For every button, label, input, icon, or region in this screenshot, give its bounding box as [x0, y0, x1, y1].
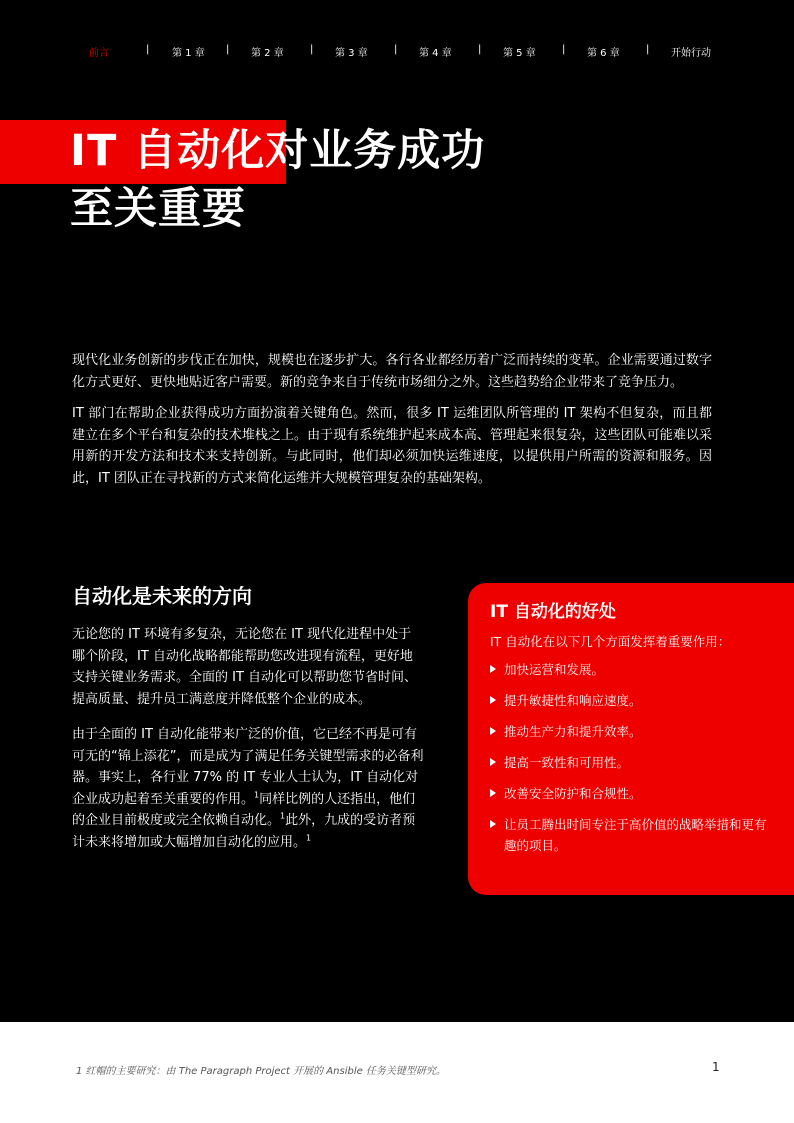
play-triangle-icon [490, 789, 496, 797]
section-paragraph-2 [72, 724, 424, 853]
play-triangle-icon [490, 727, 496, 735]
intro-text [72, 350, 712, 499]
list-item-text: 加快运营和发展。 [504, 662, 605, 677]
nav-item-chapter-2[interactable]: 第 2 章 [251, 48, 284, 59]
play-triangle-icon [490, 820, 496, 828]
nav-separator: | [226, 44, 230, 55]
section-paragraph-2-part-c: 此外，九成的受访者预计未来将增加或大幅增加自动化的应用。 [72, 813, 416, 850]
nav-separator: | [394, 44, 398, 55]
nav-separator: | [310, 44, 314, 55]
nav-item-chapter-1[interactable]: 第 1 章 [172, 48, 205, 59]
list-item [490, 752, 778, 773]
list-item [490, 814, 778, 856]
title-line-2: 至关重要 [70, 184, 246, 234]
list-item-text: 让员工腾出时间专注于高价值的战略举措和更有趣的项目。 [504, 817, 767, 853]
page-title [70, 122, 485, 238]
section-paragraph-2-part-b: 同样比例的人还指出，他们的企业目前极度或完全依赖自动化。 [72, 791, 416, 828]
list-item-text: 改善安全防护和合规性。 [504, 786, 642, 801]
card-title: IT 自动化的好处 [490, 602, 616, 622]
nav-separator: | [646, 44, 650, 55]
list-item [490, 783, 778, 804]
list-item [490, 721, 778, 742]
nav-item-chapter-3[interactable]: 第 3 章 [335, 48, 368, 59]
title-line-1 [70, 122, 485, 180]
list-item [490, 690, 778, 711]
list-item [490, 659, 778, 680]
title-highlight-text: IT 自动化 [70, 126, 266, 176]
play-triangle-icon [490, 696, 496, 704]
section-paragraph-1: 无论您的 IT 环境有多复杂，无论您在 IT 现代化进程中处于哪个阶段，IT 自动化战略都能帮助您改进现有流程，更好地支持关键业务需求。全面的 IT 自动化可以帮助您节省时间、提高质量、提升员工满意度并降低整个企业的成本。 [72, 627, 418, 707]
list-item-text: 提升敏捷性和响应速度。 [504, 693, 642, 708]
footnote: 1 红帽的主要研究：由 The Paragraph Project 开展的 Ansible 任务关键型研究。 [76, 1066, 446, 1077]
section-heading: 自动化是未来的方向 [72, 584, 252, 608]
nav-separator: | [478, 44, 482, 55]
intro-paragraph-2: IT 部门在帮助企业获得成功方面扮演着关键角色。然而，很多 IT 运维团队所管理的 IT 架构不但复杂，而且都建立在多个平台和复杂的技术堆栈之上。由于现有系统维护起来成本高、管理起来很复杂，这些团队可能难以采用新的开发方法和技术来支持创新。与此同时，他们却必须加快运维速度，以提供用户所需的资源和服务。因此，IT 团队正在寻找新的方式来简化运维并大规模管理复杂的基础架构。 [72, 406, 712, 486]
nav-item-chapter-6[interactable]: 第 6 章 [587, 48, 620, 59]
nav-item-preface[interactable]: 前言 [89, 48, 109, 59]
intro-paragraph-1: 现代化业务创新的步伐正在加快，规模也在逐步扩大。各行各业都经历着广泛而持续的变革。企业需要通过数字化方式更好、更快地贴近客户需要。新的竞争来自于传统市场细分之外。这些趋势给企业带来了竞争压力。 [72, 353, 712, 390]
chapter-nav [0, 44, 794, 62]
title-rest-text: 对业务成功 [265, 126, 486, 176]
page-number: 1 [712, 1060, 720, 1074]
footnote-marker[interactable]: 1 [254, 790, 260, 800]
nav-separator: | [562, 44, 566, 55]
nav-item-chapter-5[interactable]: 第 5 章 [503, 48, 536, 59]
benefits-list [490, 659, 778, 856]
play-triangle-icon [490, 665, 496, 673]
nav-separator: | [146, 44, 150, 55]
card-intro: IT 自动化在以下几个方面发挥着重要作用： [490, 634, 731, 649]
nav-item-get-started[interactable]: 开始行动 [671, 48, 711, 59]
list-item-text: 提高一致性和可用性。 [504, 755, 630, 770]
footnote-marker[interactable]: 1 [280, 811, 286, 821]
section-body [72, 624, 424, 867]
list-item-text: 推动生产力和提升效率。 [504, 724, 642, 739]
benefits-card [468, 583, 794, 895]
footnote-marker[interactable]: 1 [306, 833, 312, 843]
section-paragraph-2-part-a: 由于全面的 IT 自动化能带来广泛的价值，它已经不再是可有可无的“锦上添花”，而是成为了满足任务关键型需求的必备利器。事实上，各行业 77% 的 IT 专业人士认为，IT 自动化对企业成功起着至关重要的作用。 [72, 727, 424, 807]
nav-item-chapter-4[interactable]: 第 4 章 [419, 48, 452, 59]
play-triangle-icon [490, 758, 496, 766]
